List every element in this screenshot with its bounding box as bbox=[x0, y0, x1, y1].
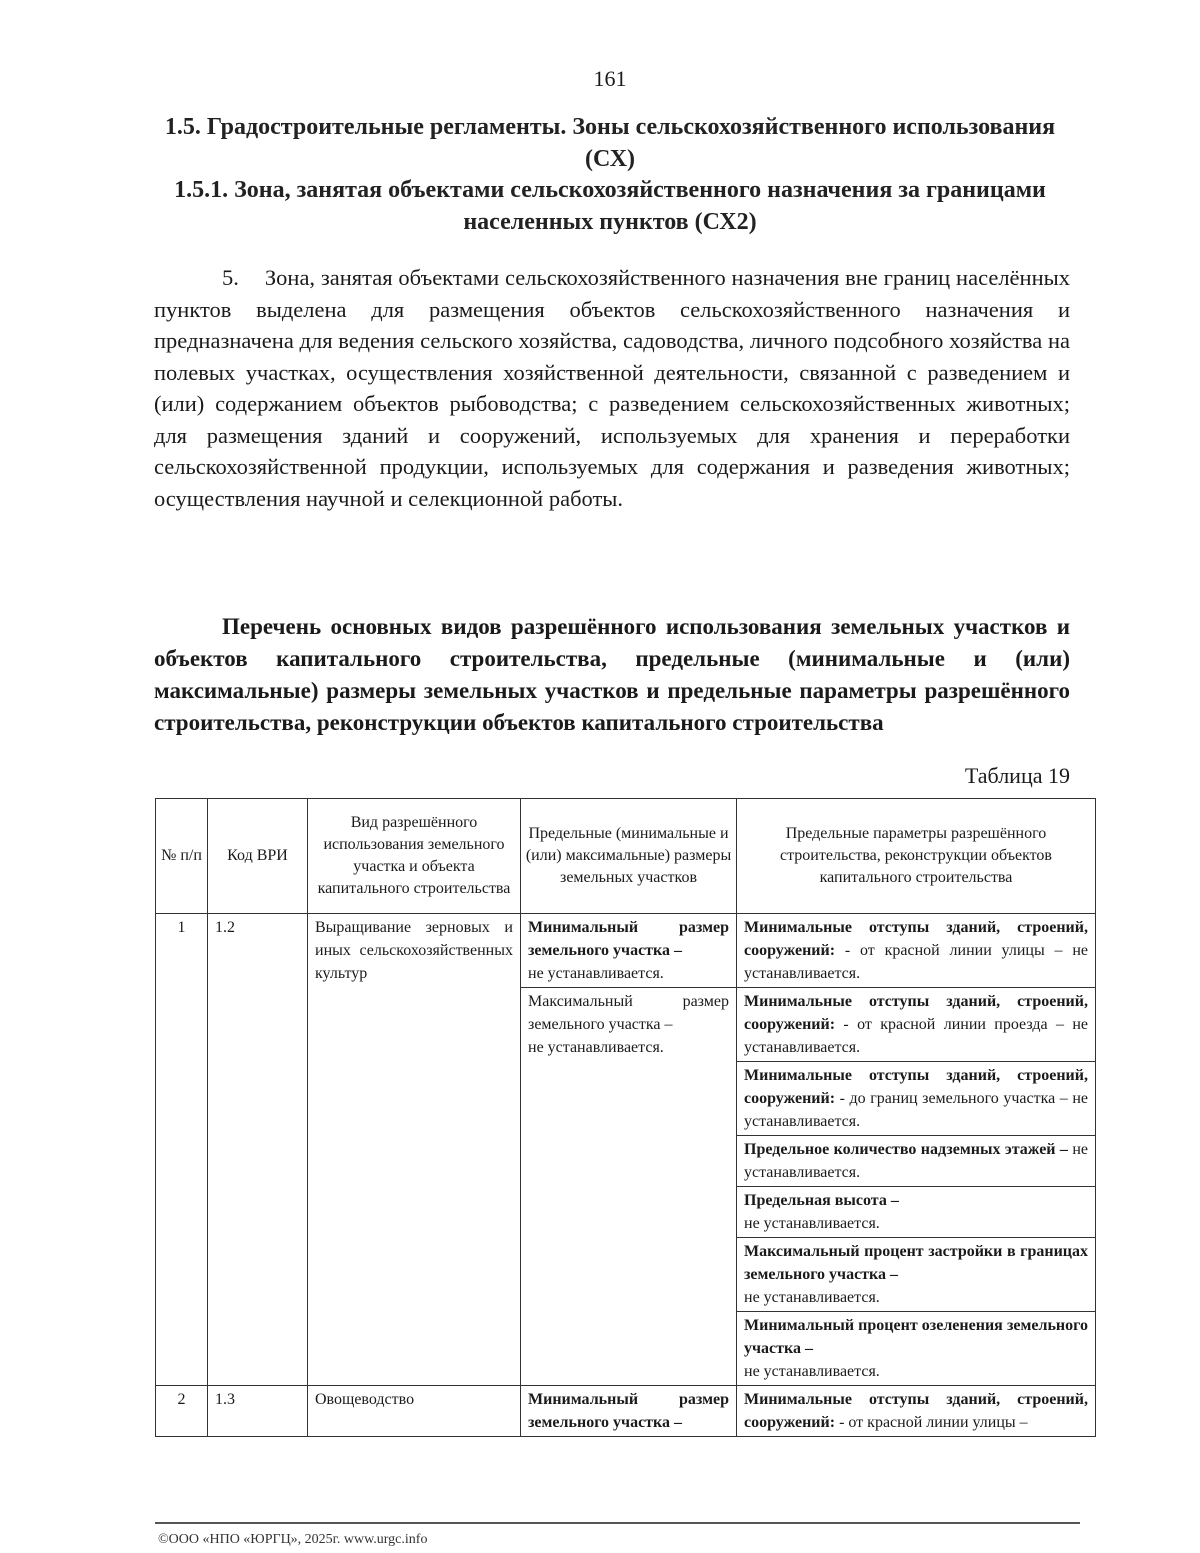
param-label: Минимальные отступы зданий, строений, сооружений: bbox=[744, 919, 1088, 959]
param-label: Предельная высота – bbox=[744, 1192, 899, 1209]
max-size-label: Максимальный размер земельного участка – bbox=[528, 993, 729, 1033]
param-text: - от красной линии улицы – не устанавливается. bbox=[744, 942, 1089, 982]
paragraph-number: 5. bbox=[222, 265, 239, 290]
param-label: Минимальные отступы зданий, строений, сооружений: bbox=[744, 1391, 1088, 1431]
footer-divider bbox=[155, 1522, 1080, 1524]
row-code: 1.3 bbox=[208, 1386, 308, 1437]
param-label: Максимальный процент застройки в границах земельного участка – bbox=[744, 1243, 1088, 1283]
max-size-value: не устанавливается. bbox=[528, 1039, 664, 1056]
list-title: Перечень основных видов разрешённого использования земельных участков и объектов капитального строительства, предельные (минимальные и (или) максимальные) размеры земельных участков и предельные параметры разрешённого строительства, реконструкции объектов капитального строительства bbox=[154, 614, 1070, 735]
param-cell bbox=[737, 1386, 1096, 1437]
param-label: Минимальный процент озеленения земельного участка – bbox=[744, 1317, 1088, 1357]
page-number: 161 bbox=[593, 66, 627, 91]
param-label: Минимальные отступы зданий, строений, сооружений: bbox=[744, 1067, 1088, 1107]
header-num: № п/п bbox=[156, 799, 208, 914]
header-plot-size: Предельные (минимальные и (или) максимальные) размеры земельных участков bbox=[521, 799, 737, 914]
param-label: Минимальные отступы зданий, строений, сооружений: bbox=[744, 993, 1088, 1033]
param-text: не устанавливается. bbox=[744, 1215, 880, 1232]
section-heading: 1.5. Градостроительные регламенты. Зоны сельскохозяйственного использования (СХ) bbox=[164, 114, 1056, 172]
row-use-name: Выращивание зерновых и иных сельскохозяйственных культур bbox=[308, 914, 521, 1386]
param-text: не устанавливается. bbox=[744, 1289, 880, 1306]
min-size-value: не устанавливается. bbox=[528, 965, 664, 982]
param-cell bbox=[737, 1312, 1096, 1386]
header-code: Код ВРИ bbox=[208, 799, 308, 914]
param-text: - от красной линии улицы – bbox=[839, 1414, 1028, 1431]
row-number: 1 bbox=[156, 914, 208, 1386]
param-cell bbox=[737, 1187, 1096, 1238]
param-text: - от красной линии проезда – не устанавливается. bbox=[744, 1016, 1089, 1056]
header-parameters: Предельные параметры разрешённого строительства, реконструкции объектов капитального строительства bbox=[737, 799, 1096, 914]
param-cell bbox=[737, 1062, 1096, 1136]
param-text: не устанавливается. bbox=[744, 1141, 1088, 1181]
regulations-table bbox=[155, 798, 1096, 1437]
min-size-label: Минимальный размер земельного участка – bbox=[528, 919, 729, 959]
intro-paragraph bbox=[154, 262, 1070, 514]
param-cell bbox=[737, 914, 1096, 988]
table-header-row bbox=[156, 799, 1096, 914]
subsection-heading: 1.5.1. Зона, занятая объектами сельскохозяйственного назначения за границами населенных пунктов (СХ2) bbox=[174, 177, 1046, 235]
row-code: 1.2 bbox=[208, 914, 308, 1386]
param-text: не устанавливается. bbox=[744, 1363, 880, 1380]
min-size-cell bbox=[521, 1386, 737, 1437]
row-number: 2 bbox=[156, 1386, 208, 1437]
param-cell bbox=[737, 1136, 1096, 1187]
header-use-type: Вид разрешённого использования земельного участка и объекта капитального строительства bbox=[308, 799, 521, 914]
min-size-label: Минимальный размер земельного участка – bbox=[528, 1391, 729, 1431]
param-text: - до границ земельного участка – не устанавливается. bbox=[744, 1090, 1089, 1130]
max-size-cell bbox=[521, 988, 737, 1386]
param-label: Предельное количество надземных этажей – bbox=[744, 1141, 1068, 1158]
intro-text: Зона, занятая объектами сельскохозяйственного назначения вне границ населённых пунктов выделена для размещения объектов сельскохозяйственного назначения и предназначена для ведения сельского хозяйства, садоводства, личного подсобного хозяйства на полевых участках, осуществления хозяйственной деятельности, связанной с разведением и (или) содержанием объектов рыбоводства; с разведением сельскохозяйственных животных; для размещения зданий и сооружений, используемых для хранения и переработки сельскохозяйственной продукции, используемых для содержания и разведения животных; осуществления научной и селекционной работы. bbox=[154, 265, 1070, 511]
param-cell bbox=[737, 988, 1096, 1062]
table-caption: Таблица 19 bbox=[964, 763, 1070, 788]
min-size-cell bbox=[521, 914, 737, 988]
table-row bbox=[156, 914, 1096, 988]
table-row bbox=[156, 1386, 1096, 1437]
row-use-name: Овощеводство bbox=[308, 1386, 521, 1437]
param-cell bbox=[737, 1238, 1096, 1312]
footer-copyright: ©ООО «НПО «ЮРГЦ», 2025г. www.urgc.info bbox=[158, 1532, 428, 1547]
